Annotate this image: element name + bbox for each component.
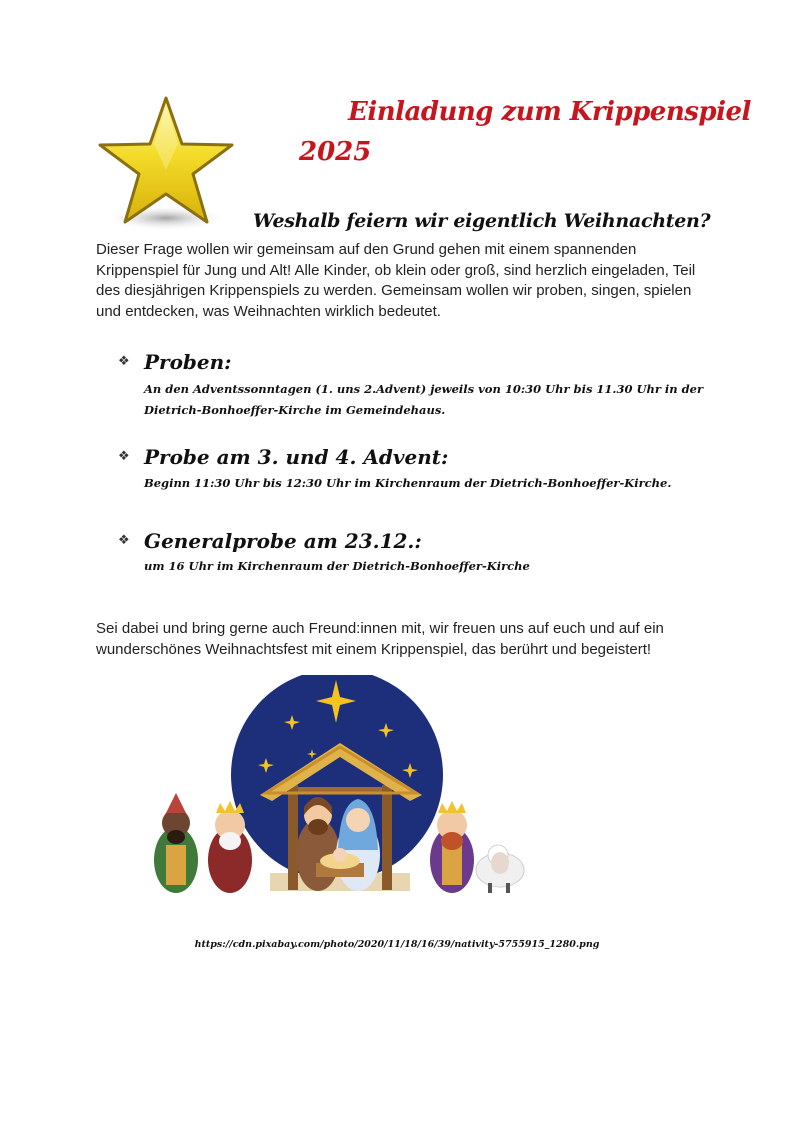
schedule-item-title: Probe am 3. und 4. Advent: [144,445,449,469]
section-heading: Weshalb feiern wir eigentlich Weihnachten? [253,210,711,232]
star-icon [94,92,244,242]
closing-paragraph: Sei dabei und bring gerne auch Freund:innen mit, wir freuen uns auf euch und auf ein wunderschönes Weihnachtsfest mit einem Krippenspiel, das berührt und begeistert! [96,620,664,658]
diamond-bullet-icon: ❖ [118,353,130,368]
title-line-1: Einladung zum Krippenspiel [348,97,751,127]
schedule-item-text: An den Adventssonntagen (1. uns 2.Advent) jeweils von 10:30 Uhr bis 11.30 Uhr in der Dietrich-Bonhoeffer-Kirche im Gemeindehaus. [144,382,704,417]
title-line-2: 2025 [299,137,372,167]
schedule-item-text: Beginn 11:30 Uhr bis 12:30 Uhr im Kirchenraum der Dietrich-Bonhoeffer-Kirche. [144,476,672,490]
schedule-item-title: Proben: [144,350,232,374]
diamond-bullet-icon: ❖ [118,532,130,547]
image-caption: https://cdn.pixabay.com/photo/2020/11/18/16/39/nativity-5755915_1280.png [194,939,600,950]
schedule-item-text: um 16 Uhr im Kirchenraum der Dietrich-Bonhoeffer-Kirche [144,559,530,573]
intro-paragraph: Dieser Frage wollen wir gemeinsam auf den Grund gehen mit einem spannenden Krippenspiel für Jung und Alt! Alle Kinder, ob klein oder groß, sind herzlich eingeladen, Teil des diesjährigen Krippenspiels zu werden. Gemeinsam wollen wir proben, singen, spielen und entdecken, was Weihnachten wirklich bedeutet. [96,241,696,320]
schedule-item-title: Generalprobe am 23.12.: [144,529,422,553]
nativity-illustration [140,675,530,900]
diamond-bullet-icon: ❖ [118,448,130,463]
